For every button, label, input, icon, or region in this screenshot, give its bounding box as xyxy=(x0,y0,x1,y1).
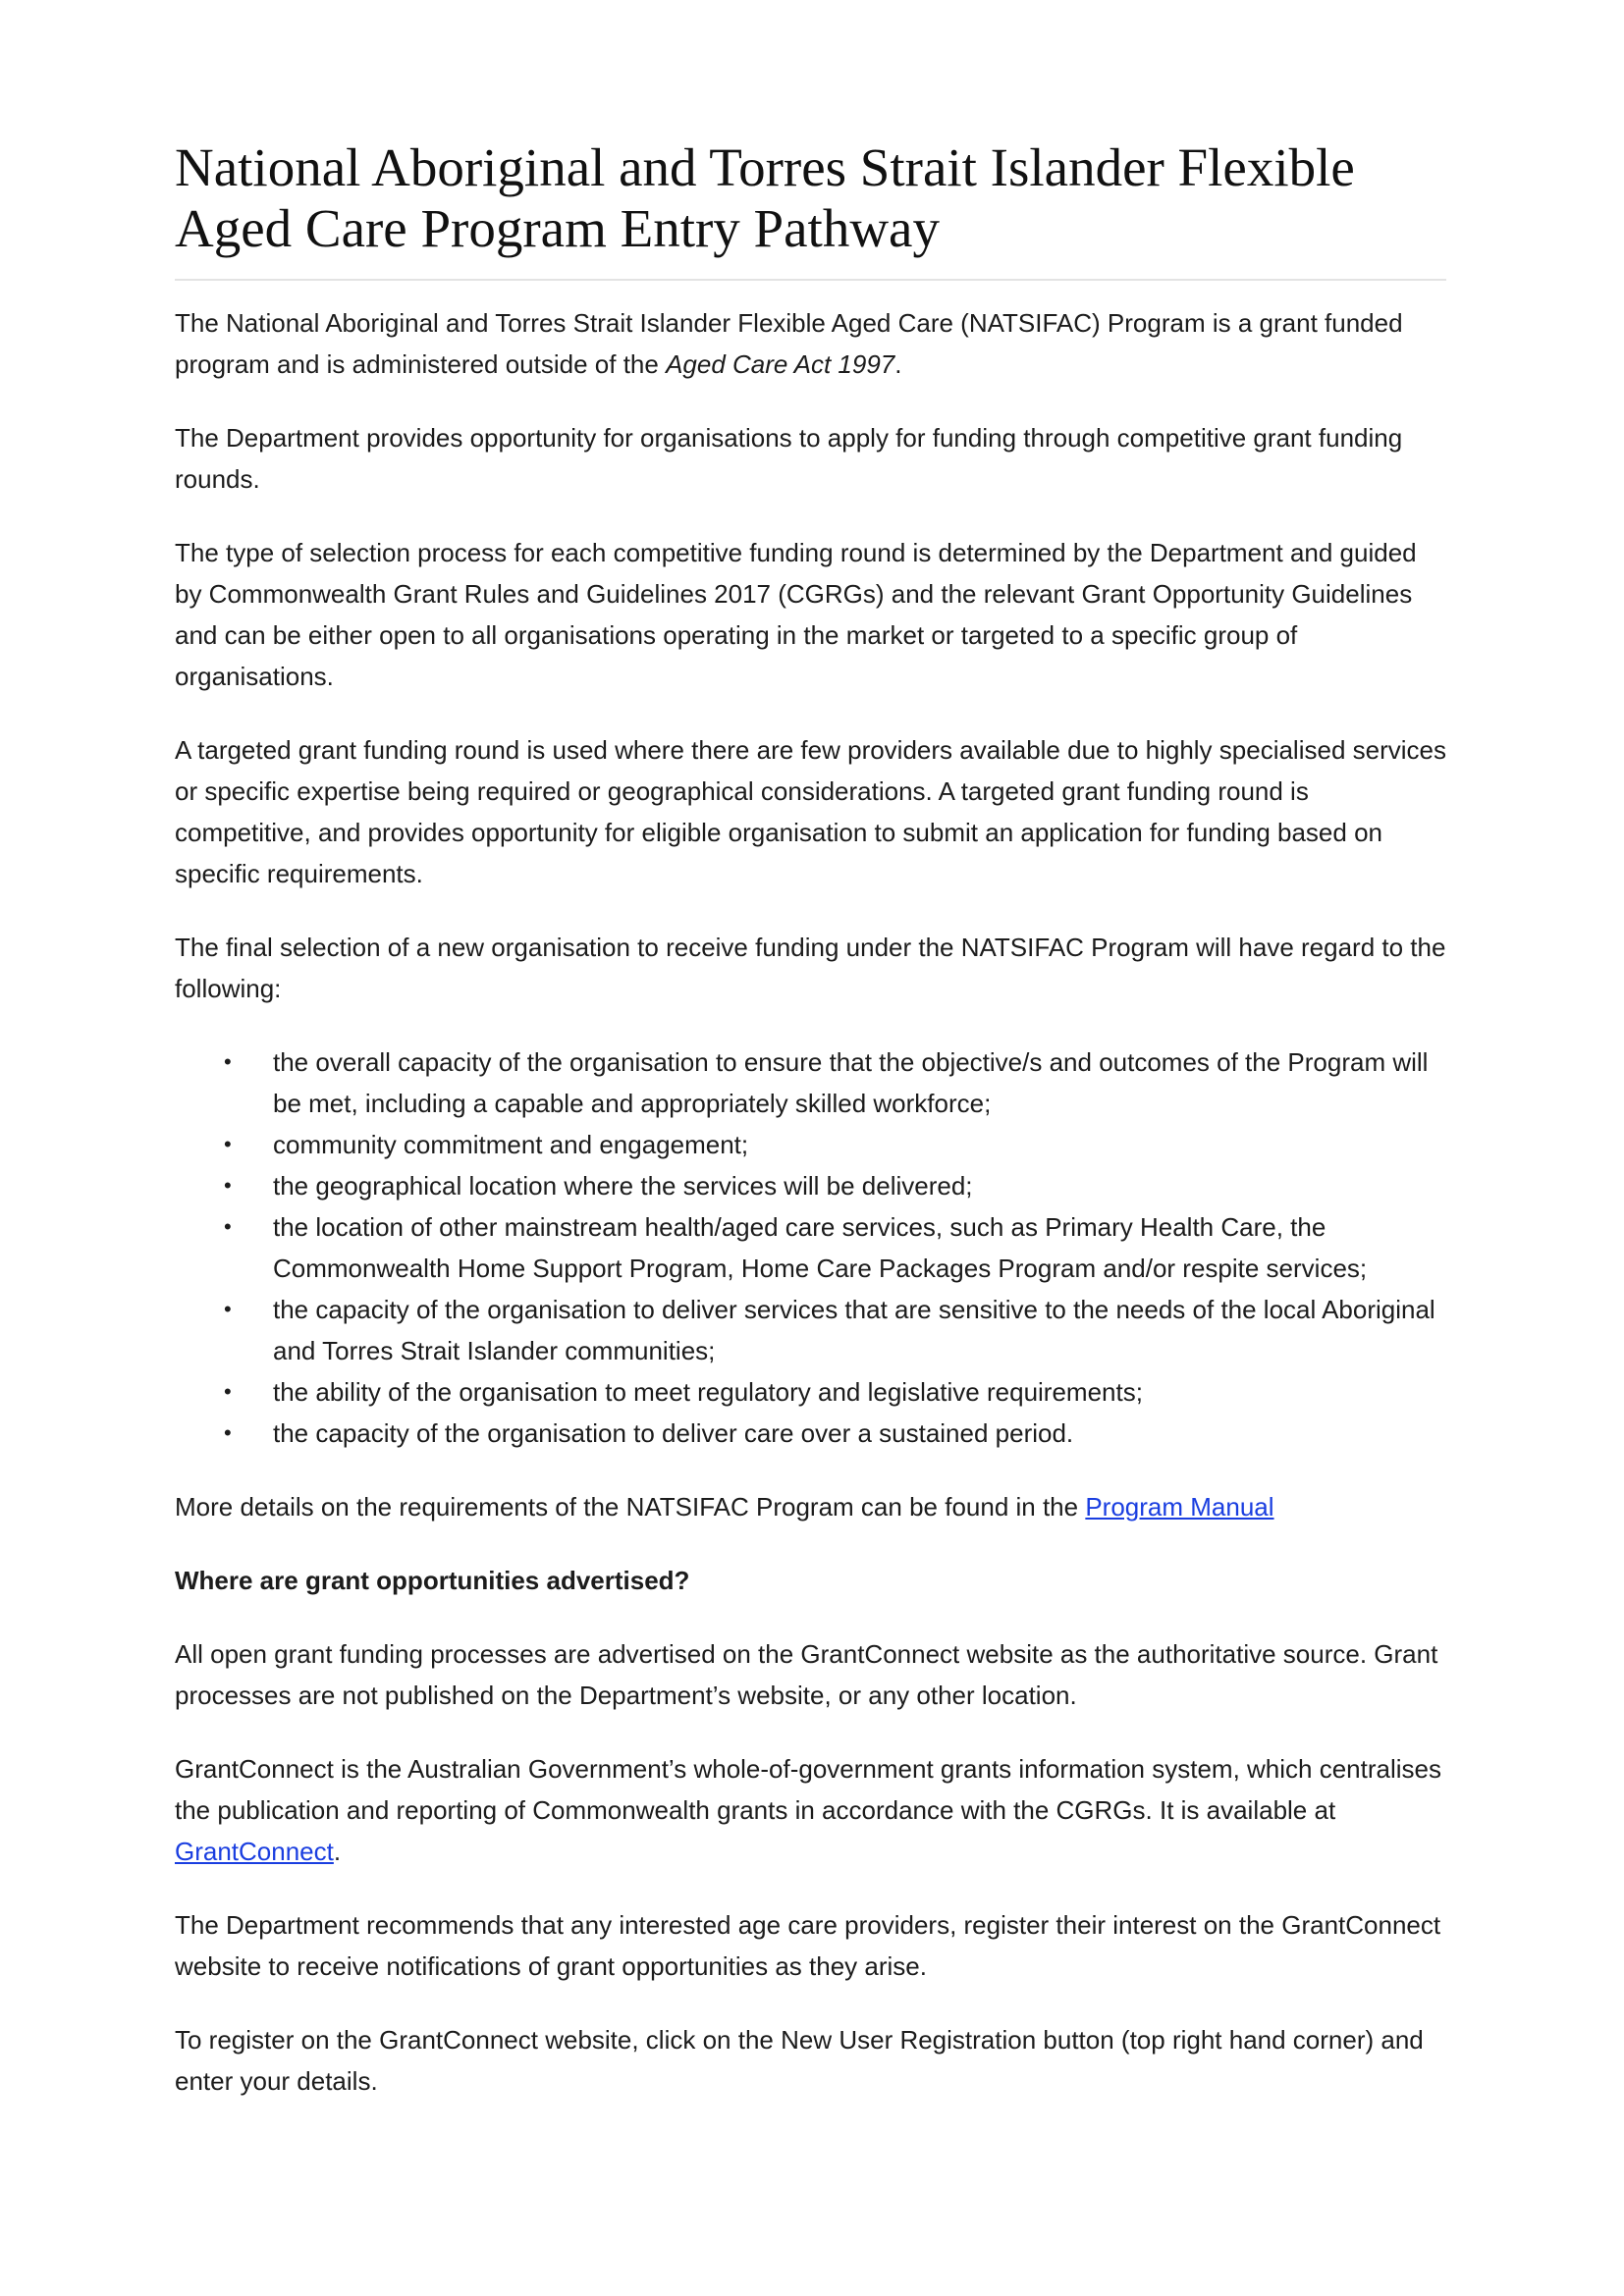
list-item-text: the geographical location where the services will be delivered; xyxy=(273,1171,973,1201)
grantconnect-link[interactable]: GrantConnect xyxy=(175,1837,334,1866)
section-heading: Where are grant opportunities advertised? xyxy=(175,1566,690,1595)
list-item xyxy=(175,1371,1446,1413)
recommendation-paragraph: The Department recommends that any interested age care providers, register their interest on the GrantConnect website to receive notifications of grant opportunities as they arise. xyxy=(175,1910,1441,1981)
page-title-line-2: Aged Care Program Entry Pathway xyxy=(175,198,940,258)
list-item-text: community commitment and engagement; xyxy=(273,1130,749,1159)
bullet-icon: • xyxy=(224,1214,232,1239)
intro-text: The National Aboriginal and Torres Strait Islander Flexible Aged Care (NATSIFAC) Program is a grant funded program and is administered outside of the xyxy=(175,308,1403,379)
more-details-paragraph xyxy=(175,1486,1446,1527)
bullet-icon: • xyxy=(224,1420,232,1445)
targeted-round-paragraph: A targeted grant funding round is used where there are few providers available due to highly specialised services or specific expertise being required or geographical considerations. A targeted grant funding round is competitive, and provides opportunity for eligible organisation to submit an application for funding based on specific requirements. xyxy=(175,735,1446,888)
final-selection-paragraph: The final selection of a new organisation to receive funding under the NATSIFAC Program will have regard to the following: xyxy=(175,933,1446,1003)
grantconnect-text: GrantConnect is the Australian Government’s whole-of-government grants information system, which centralises the publication and reporting of Commonwealth grants in accordance with the CGRGs. It is available at xyxy=(175,1754,1441,1825)
intro-text-end: . xyxy=(894,349,902,379)
list-item-text: the capacity of the organisation to deliver care over a sustained period. xyxy=(273,1418,1074,1448)
list-item xyxy=(175,1041,1446,1124)
list-item-text: the overall capacity of the organisation to ensure that the objective/s and outcomes of the Program will be met, including a capable and appropriately skilled workforce; xyxy=(273,1047,1429,1118)
page-title xyxy=(175,137,1446,281)
list-item xyxy=(175,1413,1446,1454)
grantconnect-text-end: . xyxy=(333,1837,342,1866)
list-item xyxy=(175,1289,1446,1371)
advertised-paragraph: All open grant funding processes are advertised on the GrantConnect website as the authoritative source. Grant processes are not published on the Department’s website, or any other location. xyxy=(175,1639,1438,1710)
act-title: Aged Care Act 1997 xyxy=(666,349,895,379)
bullet-icon: • xyxy=(224,1049,232,1074)
page-title-line-1: National Aboriginal and Torres Strait Islander Flexible xyxy=(175,137,1355,197)
list-item-text: the ability of the organisation to meet regulatory and legislative requirements; xyxy=(273,1377,1143,1407)
list-item-text: the capacity of the organisation to deliver services that are sensitive to the needs of the local Aboriginal and Torres Strait Islander communities; xyxy=(273,1295,1435,1365)
list-item xyxy=(175,1165,1446,1206)
list-item xyxy=(175,1206,1446,1289)
bullet-icon: • xyxy=(224,1379,232,1404)
list-item xyxy=(175,1124,1446,1165)
list-item-text: the location of other mainstream health/aged care services, such as Primary Health Care, the Commonwealth Home Support Program, Home Care Packages Program and/or respite services; xyxy=(273,1212,1368,1283)
registration-paragraph: To register on the GrantConnect website, click on the New User Registration button (top right hand corner) and enter your details. xyxy=(175,2025,1424,2096)
intro-paragraph xyxy=(175,302,1446,385)
document-page xyxy=(175,137,1446,2102)
funding-rounds-paragraph: The Department provides opportunity for organisations to apply for funding through competitive grant funding rounds. xyxy=(175,423,1403,494)
more-details-text: More details on the requirements of the NATSIFAC Program can be found in the xyxy=(175,1492,1086,1522)
bullet-icon: • xyxy=(224,1132,232,1156)
bullet-icon: • xyxy=(224,1297,232,1321)
program-manual-link[interactable]: Program Manual xyxy=(1085,1492,1274,1522)
bullet-icon: • xyxy=(224,1173,232,1198)
grantconnect-paragraph xyxy=(175,1748,1446,1872)
selection-criteria-list xyxy=(175,1041,1446,1454)
selection-process-paragraph: The type of selection process for each competitive funding round is determined by the Department and guided by Commonwealth Grant Rules and Guidelines 2017 (CGRGs) and the relevant Grant Opportunity Guidelines and can be either open to all organisations operating in the market or targeted to a specific group of organisations. xyxy=(175,538,1417,691)
